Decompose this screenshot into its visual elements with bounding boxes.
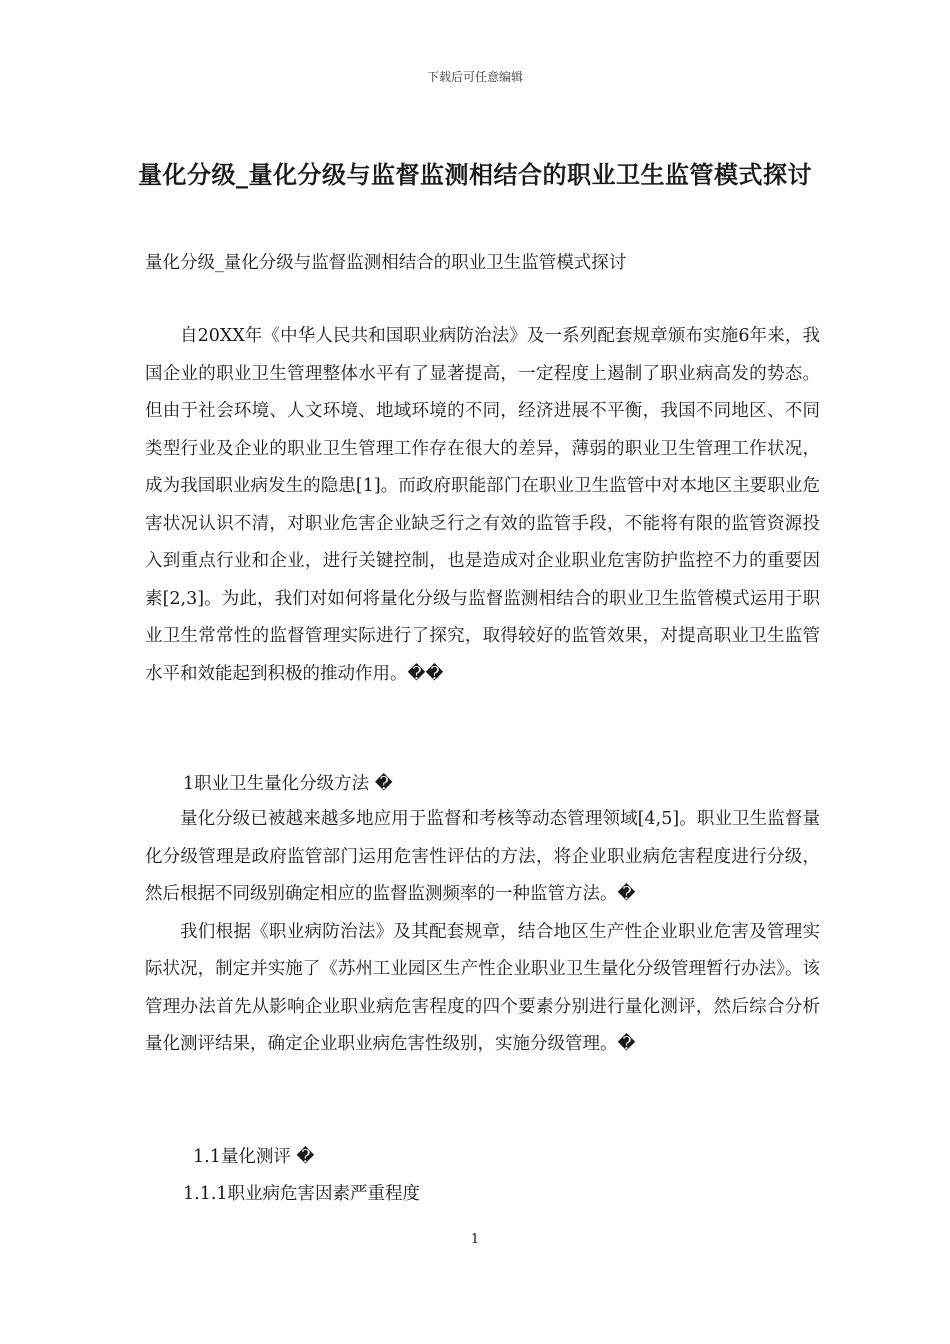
section-heading-1-1: 1.1量化测评 � [193,1147,315,1167]
section1-paragraph-2: 我们根据《职业病防治法》及其配套规章，结合地区生产性企业职业危害及管理实际状况，制定并实施了《苏州工业园区生产性企业职业卫生量化分级管理暂行办法》。该管理办法首先从影响企业职业病危害程度的四个要素分别进行量化测评，然后综合分析量化测评结果，确定企业职业病危害性级别，实施分级管理。� [145,921,820,1054]
section-heading-1: 1职业卫生量化分级方法 � [183,774,393,794]
page-title: 量化分级_量化分级与监督监测相结合的职业卫生监管模式探讨 [138,161,812,189]
section1-paragraph-1: 量化分级已被越来越多地应用于监督和考核等动态管理领域[4,5]。职业卫生监督量化分级管理是政府监管部门运用危害性评估的方法，将企业职业病危害程度进行分级，然后根据不同级别确定相应的监督监测频率的一种监管方法。� [145,809,820,904]
section1-block [145,801,820,1064]
intro-paragraph-block [145,318,820,693]
subtitle: 量化分级_量化分级与监督监测相结合的职业卫生监管模式探讨 [145,253,627,273]
intro-paragraph: 自20XX年《中华人民共和国职业病防治法》及一系列配套规章颁布实施6年来，我国企业的职业卫生管理整体水平有了显著提高，一定程度上遏制了职业病高发的势态。但由于社会环境、人文环境、地域环境的不同，经济进展不平衡，我国不同地区、不同类型行业及企业的职业卫生管理工作存在很大的差异，薄弱的职业卫生管理工作状况，成为我国职业病发生的隐患[1]。而政府职能部门在职业卫生监管中对本地区主要职业危害状况认识不清，对职业危害企业缺乏行之有效的监管手段，不能将有限的监管资源投入到重点行业和企业，进行关键控制，也是造成对企业职业危害防护监控不力的重要因素[2,3]。为此，我们对如何将量化分级与监督监测相结合的职业卫生监管模式运用于职业卫生常常性的监督管理实际进行了探究，取得较好的监管效果，对提高职业卫生监管水平和效能起到积极的推动作用。�� [145,326,820,684]
header-note: 下载后可任意编辑 [426,70,523,84]
page-number: 1 [470,1232,480,1247]
section-heading-1-1-1: 1.1.1职业病危害因素严重程度 [183,1184,421,1204]
